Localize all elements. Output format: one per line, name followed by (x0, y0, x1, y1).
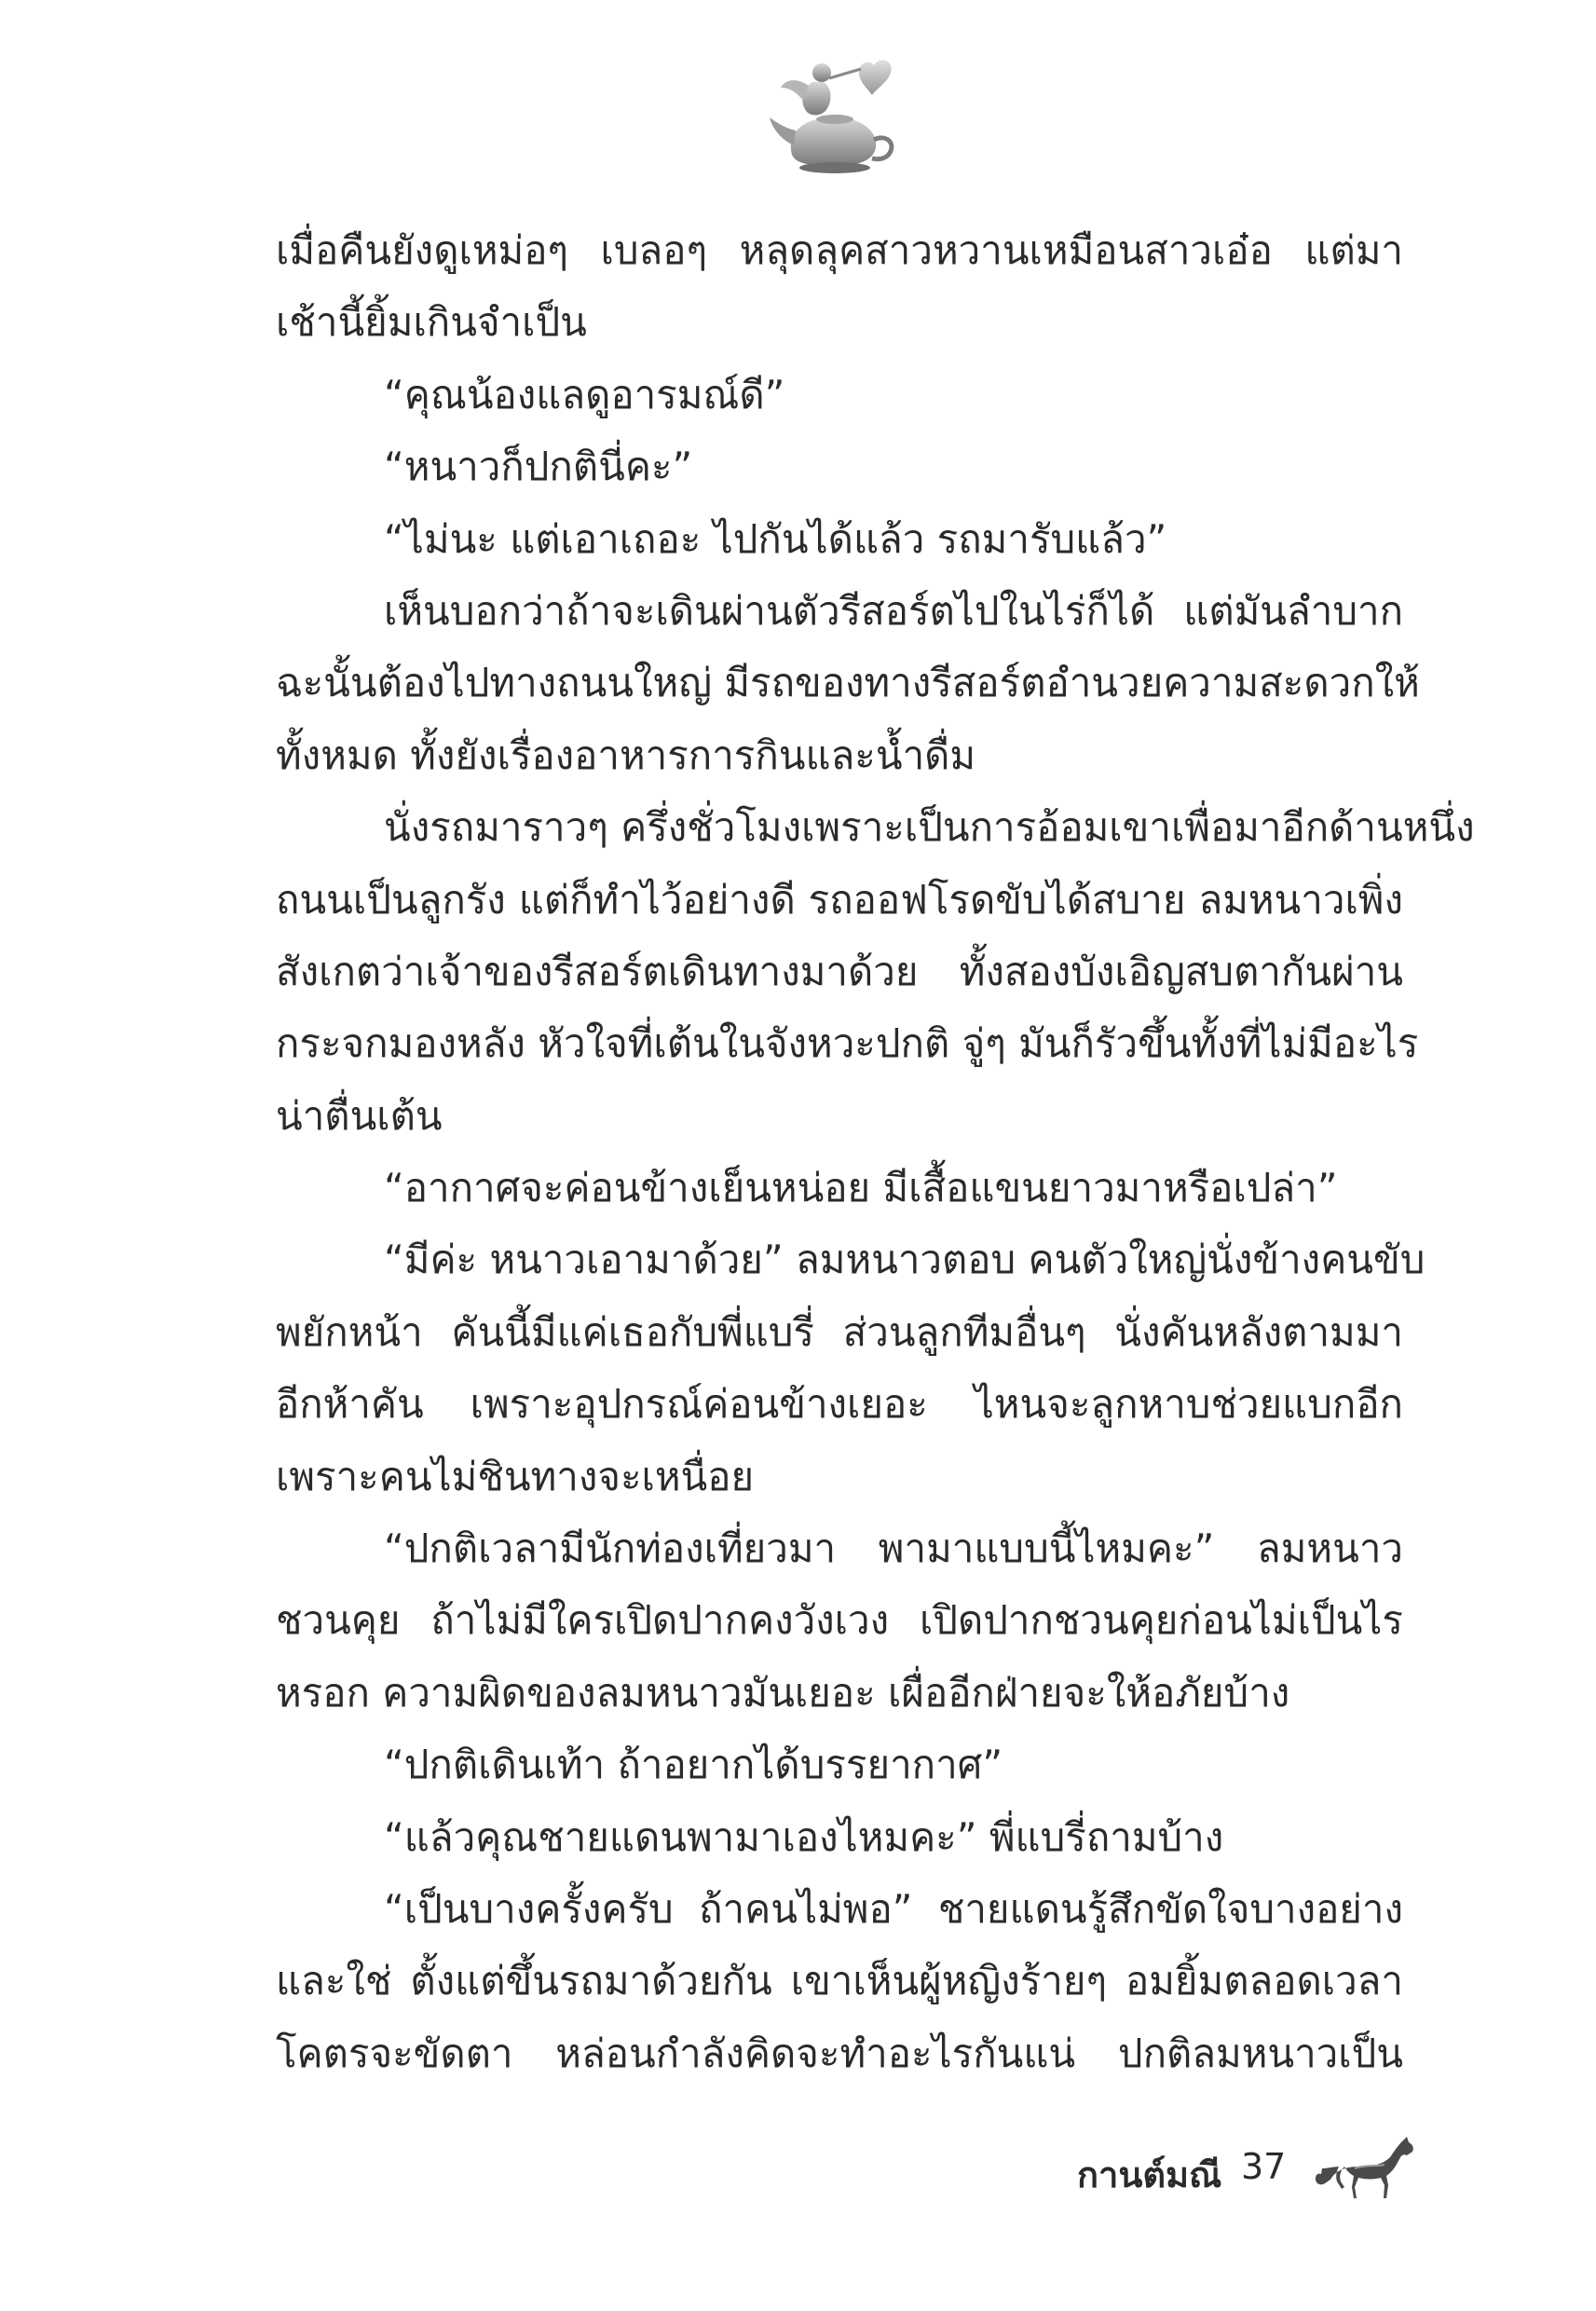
text-line: “ปกติเดินเท้า ถ้าอยากได้บรรยากาศ” (384, 1742, 1003, 1788)
text-line: ถนนเป็นลูกรัง แต่ก็ทำไว้อย่างดี รถออฟโรดขับได้สบาย ลมหนาวเพิ่ง (276, 876, 1403, 923)
text-line: สังเกตว่าเจ้าของรีสอร์ตเดินทางมาด้วย ทั้งสองบังเอิญสบตากันผ่าน (276, 948, 1403, 994)
text-line: “ปกติเวลามีนักท่องเที่ยวมา พามาแบบนี้ไหมคะ” ลมหนาว (384, 1525, 1403, 1572)
text-line: “อากาศจะค่อนข้างเย็นหน่อย มีเสื้อแขนยาวมาหรือเปล่า” (384, 1165, 1338, 1211)
text-line: พยักหน้า คันนี้มีแค่เธอกับพี่แบรี่ ส่วนลูกทีมอื่นๆ นั่งคันหลังตามมา (276, 1308, 1403, 1355)
body-text (276, 214, 1475, 2089)
text-line: “มีค่ะ หนาวเอามาด้วย” ลมหนาวตอบ คนตัวใหญ่นั่งข้างคนขับ (384, 1237, 1425, 1283)
text-line: กระจกมองหลัง หัวใจที่เต้นในจังหวะปกติ จู่ๆ มันก็รัวขึ้นทั้งที่ไม่มีอะไร (276, 1020, 1419, 1067)
book-title: กานต์มณี (1077, 2154, 1222, 2195)
text-line: เห็นบอกว่าถ้าจะเดินผ่านตัวรีสอร์ตไปในไร่ก็ได้ แต่มันลำบาก (384, 587, 1403, 634)
page-footer (1025, 2129, 1416, 2213)
text-line: ฉะนั้นต้องไปทางถนนใหญ่ มีรถของทางรีสอร์ตอำนวยความสะดวกให้ (276, 660, 1420, 706)
page-number: 37 (1241, 2146, 1287, 2187)
text-line: “แล้วคุณชายแดนพามาเองไหมคะ” พี่แบรี่ถามบ้าง (384, 1813, 1224, 1860)
text-line: “หนาวก็ปกตินี่คะ” (384, 444, 693, 490)
horse-icon (1314, 2131, 1416, 2206)
text-line: ทั้งหมด ทั้งยังเรื่องอาหารการกินและน้ำดื่ม (276, 732, 976, 778)
text-line: “คุณน้องแลดูอารมณ์ดี” (384, 371, 785, 417)
text-line: นั่งรถมาราวๆ ครึ่งชั่วโมงเพราะเป็นการอ้อมเขาเพื่อมาอีกด้านหนึ่ง (384, 804, 1475, 851)
text-line: “เป็นบางครั้งครับ ถ้าคนไม่พอ” ชายแดนรู้สึกขัดใจบางอย่าง (384, 1885, 1403, 1932)
text-line: อีกห้าคัน เพราะอุปกรณ์ค่อนข้างเยอะ ไหนจะลูกหาบช่วยแบกอีก (276, 1381, 1403, 1428)
text-line: เพราะคนไม่ชินทางจะเหนื่อย (276, 1453, 755, 1499)
text-line: โคตรจะขัดตา หล่อนกำลังคิดจะทำอะไรกันแน่ ปกติลมหนาวเป็น (276, 2030, 1403, 2076)
text-line: น่าตื่นเต้น (276, 1092, 443, 1139)
cupid-teapot-icon (764, 45, 913, 185)
text-line: เมื่อคืนยังดูเหม่อๆ เบลอๆ หลุดลุคสาวหวานเหมือนสาวเอ๋อ แต่มา (276, 227, 1403, 273)
text-line: ชวนคุย ถ้าไม่มีใครเปิดปากคงวังเวง เปิดปากชวนคุยก่อนไม่เป็นไร (276, 1597, 1403, 1644)
text-line: หรอก ความผิดของลมหนาวมันเยอะ เผื่ออีกฝ่ายจะให้อภัยบ้าง (276, 1669, 1290, 1716)
text-line: เช้านี้ยิ้มเกินจำเป็น (276, 299, 587, 346)
text-line: และใช่ ตั้งแต่ขึ้นรถมาด้วยกัน เขาเห็นผู้หญิงร้ายๆ อมยิ้มตลอดเวลา (276, 1958, 1403, 2004)
text-line: “ไม่นะ แต่เอาเถอะ ไปกันได้แล้ว รถมารับแล้ว” (384, 515, 1167, 562)
